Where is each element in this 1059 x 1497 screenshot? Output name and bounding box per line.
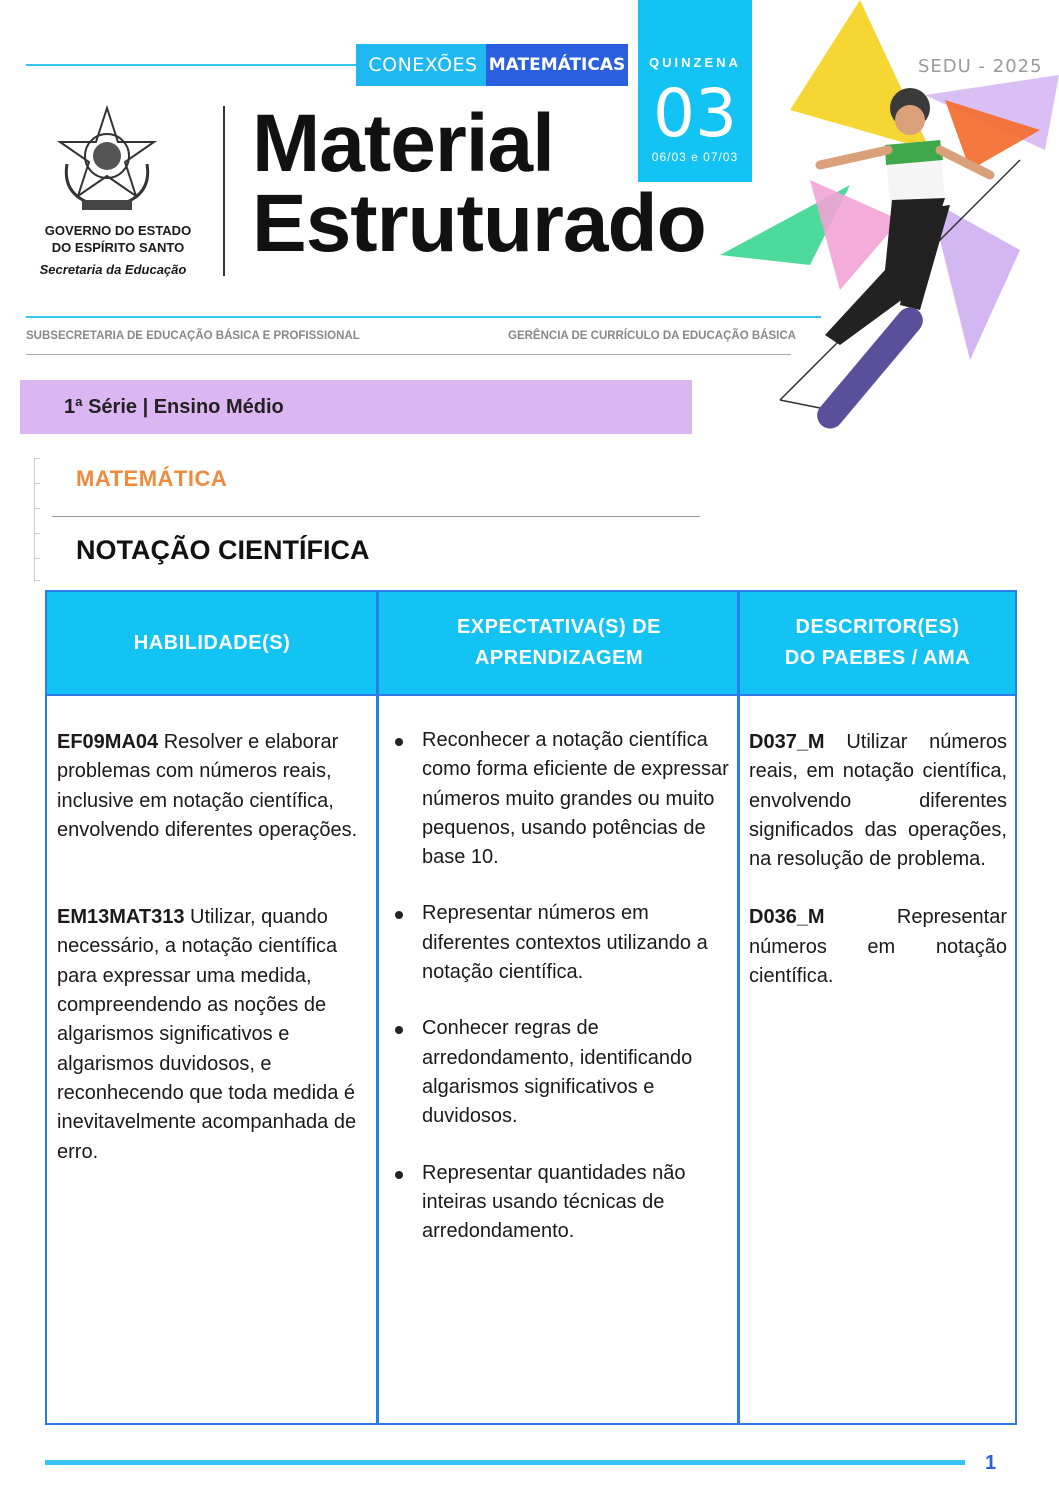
subject-divider bbox=[52, 516, 700, 517]
table-header bbox=[47, 592, 1015, 696]
descritor-item bbox=[749, 903, 1007, 991]
header-line-cyan bbox=[26, 316, 821, 318]
header-expectativas: EXPECTATIVA(S) DE APRENDIZAGEM bbox=[456, 616, 662, 669]
topic-title: NOTAÇÃO CIENTÍFICA bbox=[76, 535, 370, 565]
sedu-label: SEDU - 2025 bbox=[918, 56, 1043, 77]
habilidade-text: Utilizar, quando necessário, a notação científica para expressar uma medida, compreendendo as noções de algarismos significativos e algarismos duvidosos, e reconhecendo que toda medida é inevitavelmente acompanhada de erro. bbox=[57, 906, 357, 1163]
habilidades-cell bbox=[57, 728, 367, 1193]
page-number: 1 bbox=[985, 1452, 997, 1474]
expectativa-item: Conhecer regras de arredondamento, identificando algarismos significativos e duvidosos. bbox=[380, 1014, 730, 1131]
subsecretaria: SUBSECRETARIA DE EDUCAÇÃO BÁSICA E PROFISSIONAL bbox=[26, 330, 360, 342]
page-title bbox=[252, 98, 706, 269]
serie-label: 1ª Série | Ensino Médio bbox=[64, 396, 284, 418]
subject-label: MATEMÁTICA bbox=[76, 466, 228, 491]
habilidade-text: Resolver e elaborar problemas com números reais, inclusive em notação científica, envolvendo diferentes operações. bbox=[57, 731, 358, 841]
col-sep-2 bbox=[737, 592, 740, 1423]
descritor-code: D037_M bbox=[749, 731, 825, 753]
gov-line1: GOVERNO DO ESTADO bbox=[44, 223, 192, 238]
expectativa-item: Representar números em diferentes contextos utilizando a notação científica. bbox=[380, 899, 730, 987]
header-line-left bbox=[26, 64, 356, 66]
gov-name bbox=[28, 222, 208, 256]
gerencia: GERÊNCIA DE CURRÍCULO DA EDUCAÇÃO BÁSICA bbox=[508, 330, 796, 342]
quinzena-dates: 06/03 e 07/03 bbox=[651, 150, 739, 164]
habilidade-item bbox=[57, 903, 367, 1167]
secretaria: Secretaria da Educação bbox=[39, 262, 187, 277]
habilidade-code: EF09MA04 bbox=[57, 731, 159, 753]
header-divider bbox=[223, 106, 225, 276]
header-habilidades: HABILIDADE(S) bbox=[133, 631, 291, 654]
descritor-item bbox=[749, 728, 1007, 874]
coat-of-arms-icon bbox=[52, 104, 162, 216]
header-line-gray bbox=[26, 354, 791, 355]
descritores-cell bbox=[749, 728, 1007, 1017]
title-line1: Material bbox=[252, 98, 554, 189]
descritor-text: Utilizar números reais, em notação científica, envolvendo diferentes significados das operações, na resolução de problema. bbox=[749, 731, 1007, 871]
expectativa-item: Representar quantidades não inteiras usando técnicas de arredondamento. bbox=[380, 1159, 730, 1247]
header-descritores: DESCRITOR(ES) DO PAEBES / AMA bbox=[784, 616, 971, 669]
quinzena-label: QUINZENA bbox=[649, 55, 741, 70]
expectativas-cell bbox=[380, 726, 730, 1273]
descritor-text: Representar números em notação científica. bbox=[749, 906, 1007, 988]
skater-illustration bbox=[700, 0, 1059, 460]
habilidade-item bbox=[57, 728, 367, 845]
gov-line2: DO ESPÍRITO SANTO bbox=[51, 240, 185, 255]
skills-table bbox=[45, 590, 1017, 1425]
badge-matematicas: MATEMÁTICAS bbox=[486, 44, 628, 86]
title-line2: Estruturado bbox=[252, 178, 706, 269]
descritor-code: D036_M bbox=[749, 906, 825, 929]
col-sep-1 bbox=[376, 592, 379, 1423]
footer-line bbox=[45, 1460, 965, 1465]
expectativa-item: Reconhecer a notação científica como forma eficiente de expressar números muito grandes ou muito pequenos, usando potências de base 10. bbox=[380, 726, 730, 872]
habilidade-code: EM13MAT313 bbox=[57, 906, 185, 929]
ruler-decoration bbox=[34, 458, 45, 582]
quinzena-number: 03 bbox=[653, 75, 737, 152]
badge-conexoes: CONEXÕES bbox=[356, 44, 486, 86]
